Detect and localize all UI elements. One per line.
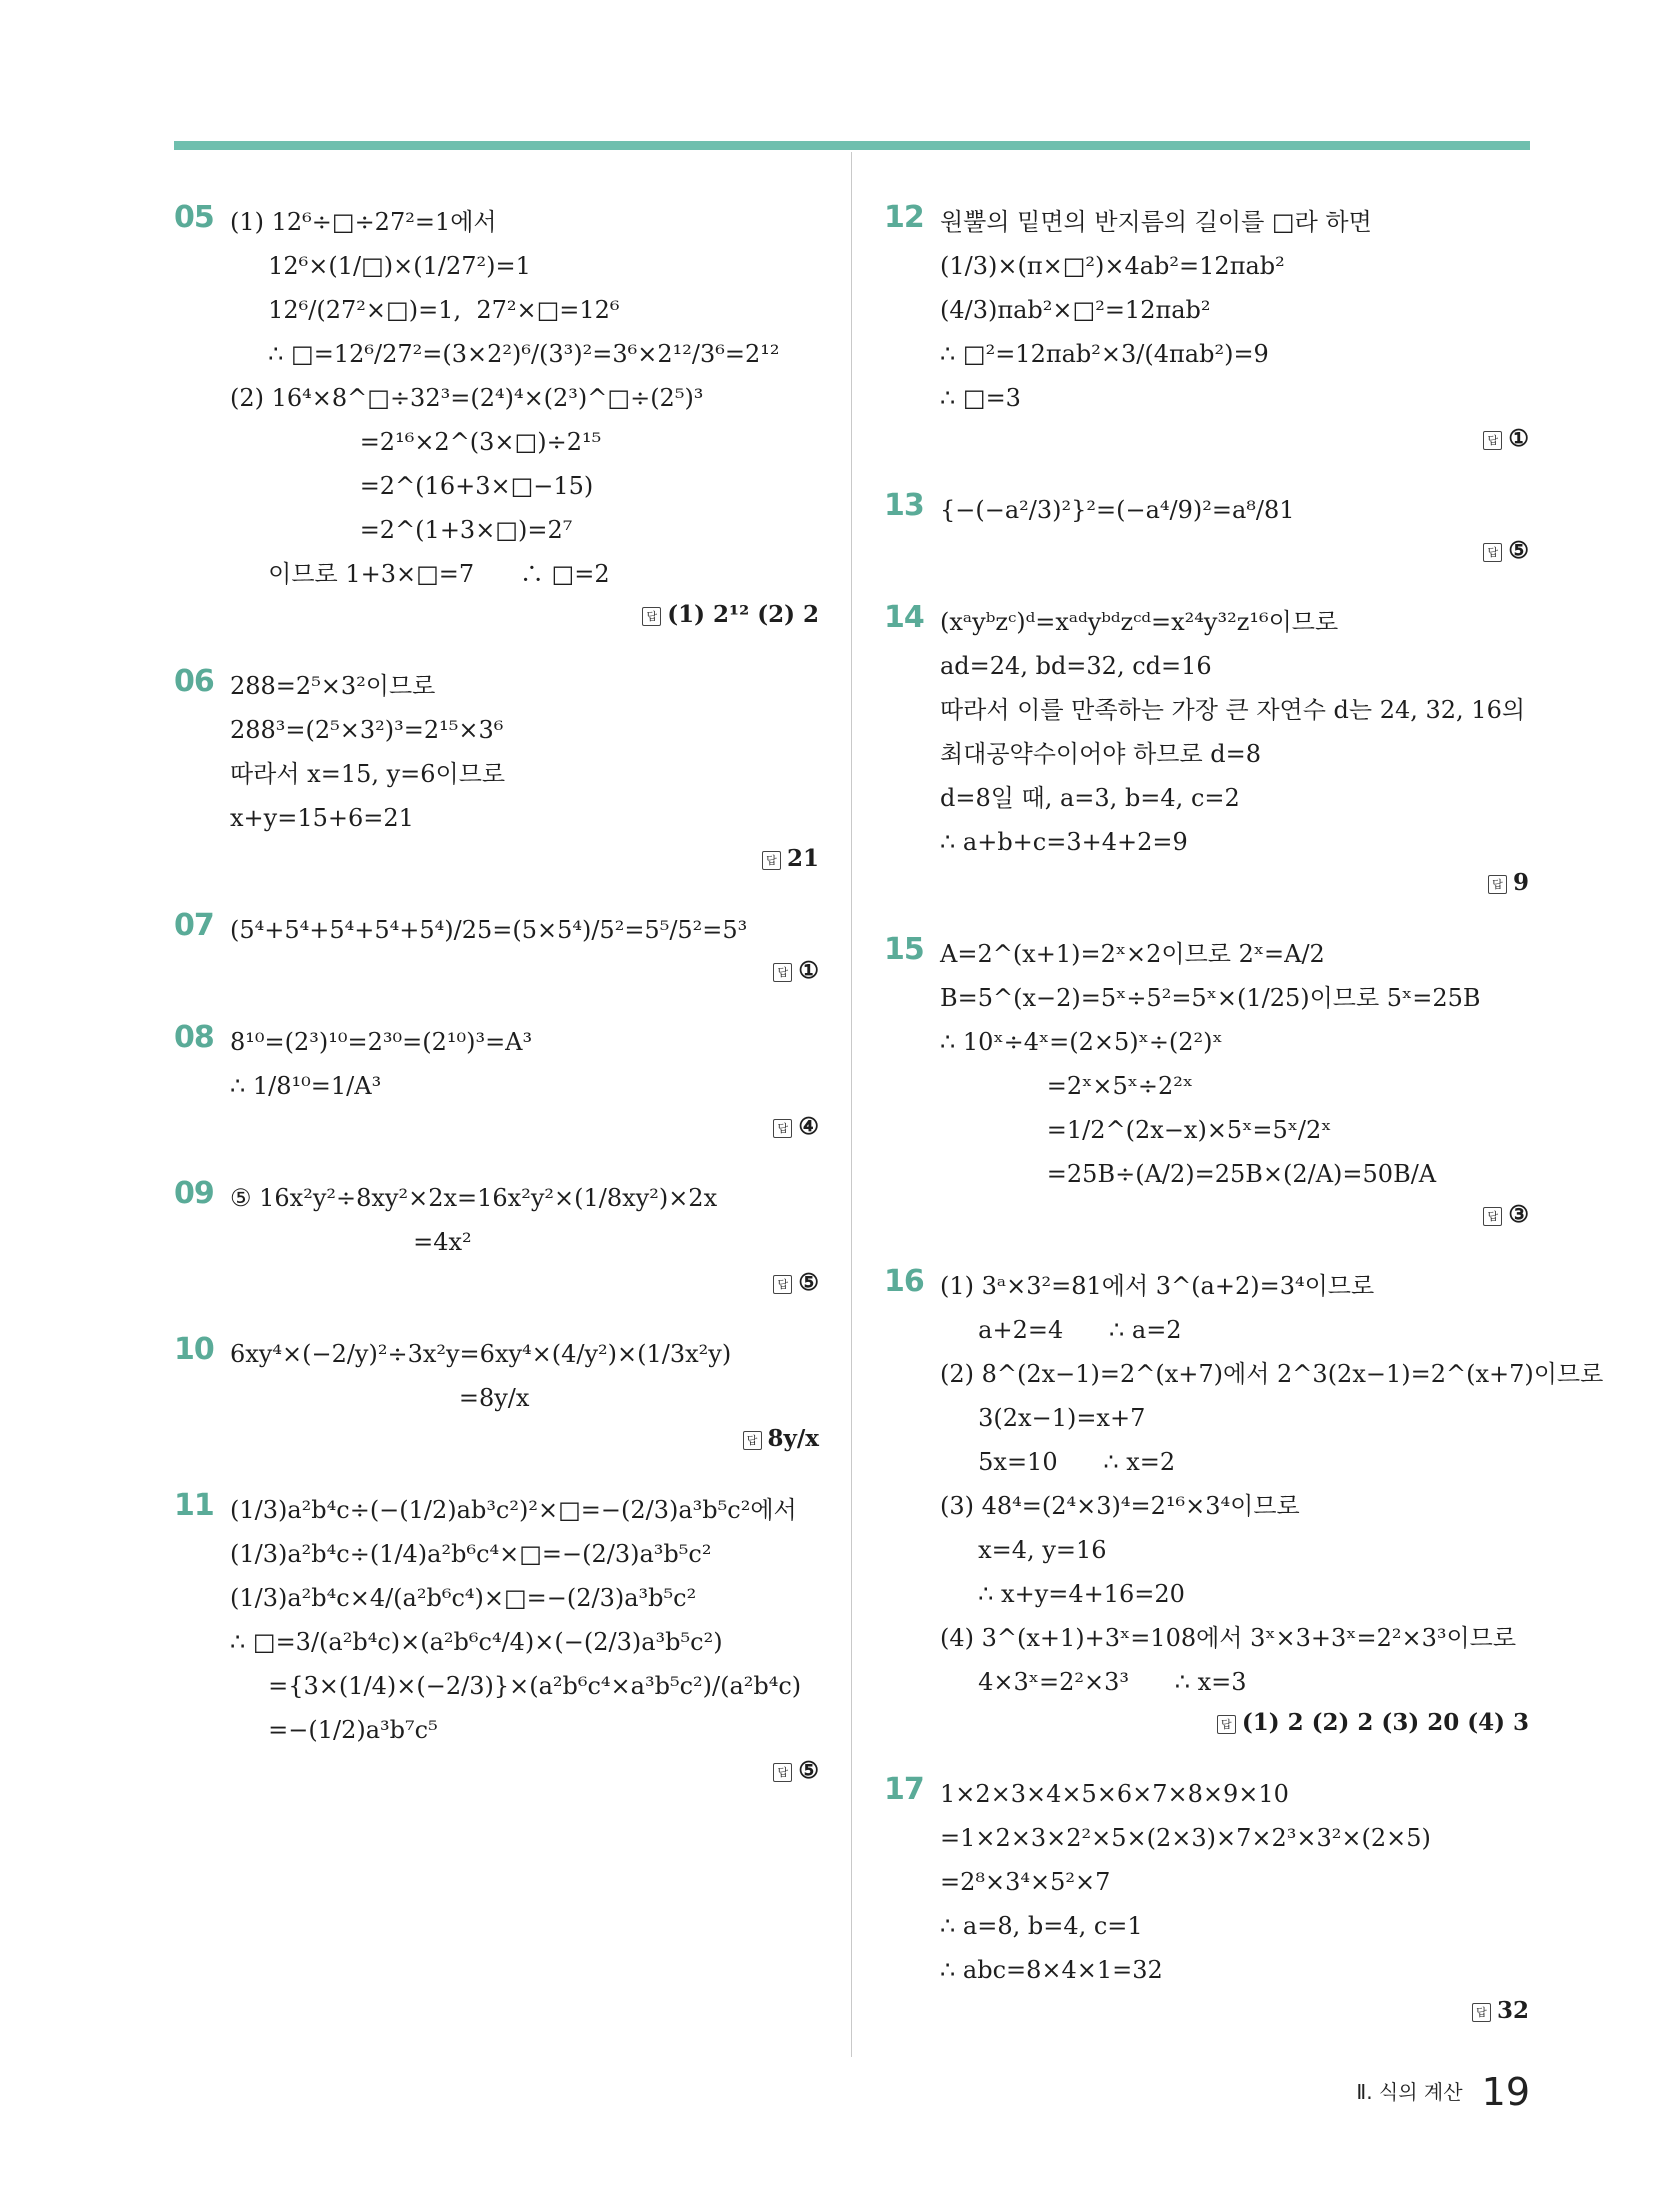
answer-line [230,1264,819,1302]
answer-value: ① [798,957,819,984]
solution-line: =8y/x [230,1384,530,1412]
answer-line [230,840,819,878]
solution-line: =1/2^(2x−x)×5ˣ=5ˣ/2ˣ [940,1116,1332,1144]
answer-mark-icon: 답 [1217,1715,1236,1734]
solution-line: (1/3)×(π×□²)×4ab²=12πab² [940,252,1285,280]
problem-13 [884,488,1529,570]
solution-body [940,200,1529,458]
solution-line: =2^(1+3×□)=2⁷ [230,516,573,544]
solution-line: 이므로 1+3×□=7 ∴ □=2 [230,560,610,588]
solution-line: 따라서 이를 만족하는 가장 큰 자연수 d는 24, 32, 16의 [940,696,1526,724]
answer-line [940,1992,1529,2030]
solution-line: 원뿔의 밑면의 반지름의 길이를 □라 하면 [940,208,1372,236]
solution-line: ∴ □=12⁶/27²=(3×2²)⁶/(3³)²=3⁶×2¹²/3⁶=2¹² [230,340,780,368]
solution-line: d=8일 때, a=3, b=4, c=2 [940,784,1240,812]
problem-number: 11 [174,1488,214,1523]
problem-number: 07 [174,908,214,943]
solution-line: 따라서 x=15, y=6이므로 [230,760,506,788]
solution-line: ∴ a=8, b=4, c=1 [940,1912,1143,1940]
problem-number: 05 [174,200,214,235]
solution-line: (5⁴+5⁴+5⁴+5⁴+5⁴)/25=(5×5⁴)/5²=5⁵/5²=5³ [230,916,748,944]
problem-number: 15 [884,932,924,967]
answer-mark-icon: 답 [773,1119,792,1138]
solution-line: (2) 16⁴×8^□÷32³=(2⁴)⁴×(2³)^□÷(2⁵)³ [230,384,704,412]
solution-body [940,1264,1604,1742]
solution-line: =4x² [230,1228,472,1256]
solution-line: =2⁸×3⁴×5²×7 [940,1868,1111,1896]
answer-value: ⑤ [1508,537,1529,564]
page-number: 19 [1481,2070,1530,2114]
problem-11 [174,1488,819,1790]
solution-line: ad=24, bd=32, cd=16 [940,652,1212,680]
problem-07 [174,908,819,990]
solution-line: (2) 8^(2x−1)=2^(x+7)에서 2^3(2x−1)=2^(x+7)이므로 [940,1360,1604,1388]
answer-value: 21 [786,845,819,872]
answer-line [940,1704,1529,1742]
solution-line: (3) 48⁴=(2⁴×3)⁴=2¹⁶×3⁴이므로 [940,1492,1300,1520]
solution-line: (4) 3^(x+1)+3ˣ=108에서 3ˣ×3+3ˣ=2²×3³이므로 [940,1624,1517,1652]
solution-body [230,1176,819,1302]
problem-number: 13 [884,488,924,523]
answer-mark-icon: 답 [773,963,792,982]
solution-line: {−(−a²/3)²}²=(−a⁴/9)²=a⁸/81 [940,496,1295,524]
solution-line: (4/3)πab²×□²=12πab² [940,296,1211,324]
problem-number: 14 [884,600,924,635]
answer-mark-icon: 답 [1483,431,1502,450]
solution-body [940,1772,1529,2030]
answer-value: ④ [798,1113,819,1140]
problem-number: 16 [884,1264,924,1299]
page-footer [1356,2070,1530,2114]
answer-value: ⑤ [798,1269,819,1296]
solution-line: =2ˣ×5ˣ÷2²ˣ [940,1072,1194,1100]
solution-line: 최대공약수이어야 하므로 d=8 [940,740,1262,768]
solution-line: 6xy⁴×(−2/y)²÷3x²y=6xy⁴×(4/y²)×(1/3x²y) [230,1340,732,1368]
solution-line: ∴ a+b+c=3+4+2=9 [940,828,1188,856]
solution-line: (1) 12⁶÷□÷27²=1에서 [230,208,497,236]
solution-line: ∴ □=3/(a²b⁴c)×(a²b⁶c⁴/4)×(−(2/3)a³b⁵c²) [230,1628,723,1656]
solution-line: =−(1/2)a³b⁷c⁵ [230,1716,438,1744]
solution-body [940,488,1529,570]
solution-line: 5x=10 ∴ x=2 [940,1448,1176,1476]
answer-value: 32 [1496,1997,1529,2024]
problem-08 [174,1020,819,1146]
answer-mark-icon: 답 [743,1431,762,1450]
answer-line [940,1196,1529,1234]
left-column [174,200,819,1820]
solution-body [230,664,819,878]
solution-line: x=4, y=16 [940,1536,1107,1564]
problem-12 [884,200,1529,458]
solution-line: B=5^(x−2)=5ˣ÷5²=5ˣ×(1/25)이므로 5ˣ=25B [940,984,1481,1012]
solution-line: 12⁶×(1/□)×(1/27²)=1 [230,252,531,280]
problem-16 [884,1264,1604,1742]
problem-17 [884,1772,1529,2030]
answer-line [230,952,819,990]
top-rule [174,141,1530,150]
solution-line: (1/3)a²b⁴c×4/(a²b⁶c⁴)×□=−(2/3)a³b⁵c² [230,1584,697,1612]
answer-value: 8y/x [767,1425,819,1452]
solution-line: (1/3)a²b⁴c÷(−(1/2)ab³c²)²×□=−(2/3)a³b⁵c²에서 [230,1496,797,1524]
answer-mark-icon: 답 [642,607,661,626]
solution-line: =25B÷(A/2)=25B×(2/A)=50B/A [940,1160,1437,1188]
solution-line: 288³=(2⁵×3²)³=2¹⁵×3⁶ [230,716,504,744]
solution-body [230,1488,819,1790]
answer-value: 9 [1512,869,1529,896]
answer-mark-icon: 답 [762,851,781,870]
solution-line: ∴ 10ˣ÷4ˣ=(2×5)ˣ÷(2²)ˣ [940,1028,1223,1056]
solution-body [230,1020,819,1146]
chapter-label: Ⅱ. 식의 계산 [1356,2080,1463,2104]
problem-number: 08 [174,1020,214,1055]
solution-line: =1×2×3×2²×5×(2×3)×7×2³×3²×(2×5) [940,1824,1431,1852]
answer-line [940,420,1529,458]
problem-10 [174,1332,819,1458]
answer-mark-icon: 답 [773,1763,792,1782]
problem-number: 17 [884,1772,924,1807]
answer-line [230,596,819,634]
solution-line: ∴ 1/8¹⁰=1/A³ [230,1072,382,1100]
solution-body [940,932,1529,1234]
problem-number: 09 [174,1176,214,1211]
solution-line: ∴ x+y=4+16=20 [940,1580,1185,1608]
column-divider [851,152,852,2057]
solution-line: A=2^(x+1)=2ˣ×2이므로 2ˣ=A/2 [940,940,1325,968]
problem-09 [174,1176,819,1302]
solution-body [230,200,819,634]
solution-line: 4×3ˣ=2²×3³ ∴ x=3 [940,1668,1247,1696]
answer-line [940,864,1529,902]
solution-body [230,908,819,990]
right-column [884,200,1604,2060]
solution-line: ⑤ 16x²y²÷8xy²×2x=16x²y²×(1/8xy²)×2x [230,1184,718,1212]
problem-number: 10 [174,1332,214,1367]
solution-line: =2^(16+3×□−15) [230,472,594,500]
problem-06 [174,664,819,878]
answer-mark-icon: 답 [1472,2003,1491,2022]
problem-number: 06 [174,664,214,699]
problem-14 [884,600,1529,902]
problem-15 [884,932,1529,1234]
solution-body [940,600,1529,902]
solution-line: ∴ abc=8×4×1=32 [940,1956,1163,1984]
solution-line: 288=2⁵×3²이므로 [230,672,436,700]
answer-mark-icon: 답 [773,1275,792,1294]
answer-value: ⑤ [798,1757,819,1784]
answer-line [230,1108,819,1146]
answer-mark-icon: 답 [1483,543,1502,562]
solution-line: 12⁶/(27²×□)=1, 27²×□=12⁶ [230,296,620,324]
answer-line [230,1420,819,1458]
solution-line: 8¹⁰=(2³)¹⁰=2³⁰=(2¹⁰)³=A³ [230,1028,533,1056]
answer-value: (1) 2 (2) 2 (3) 20 (4) 3 [1241,1709,1529,1736]
answer-line [940,532,1529,570]
solution-body [230,1332,819,1458]
answer-line [230,1752,819,1790]
solution-line: (xᵃyᵇzᶜ)ᵈ=xᵃᵈyᵇᵈzᶜᵈ=x²⁴y³²z¹⁶이므로 [940,608,1339,636]
solution-line: (1) 3ᵃ×3²=81에서 3^(a+2)=3⁴이므로 [940,1272,1375,1300]
solution-line: 3(2x−1)=x+7 [940,1404,1146,1432]
answer-mark-icon: 답 [1483,1207,1502,1226]
answer-mark-icon: 답 [1488,875,1507,894]
problem-05 [174,200,819,634]
answer-value: (1) 2¹² (2) 2 [667,601,819,628]
solution-line: (1/3)a²b⁴c÷(1/4)a²b⁶c⁴×□=−(2/3)a³b⁵c² [230,1540,712,1568]
answer-value: ① [1508,425,1529,452]
problem-number: 12 [884,200,924,235]
solution-line: 1×2×3×4×5×6×7×8×9×10 [940,1780,1289,1808]
solution-line: ={3×(1/4)×(−2/3)}×(a²b⁶c⁴×a³b⁵c²)/(a²b⁴c) [230,1672,802,1700]
solution-line: ∴ □²=12πab²×3/(4πab²)=9 [940,340,1269,368]
solution-line: ∴ □=3 [940,384,1021,412]
solution-line: =2¹⁶×2^(3×□)÷2¹⁵ [230,428,602,456]
answer-value: ③ [1508,1201,1529,1228]
solution-line: a+2=4 ∴ a=2 [940,1316,1182,1344]
solution-line: x+y=15+6=21 [230,804,414,832]
